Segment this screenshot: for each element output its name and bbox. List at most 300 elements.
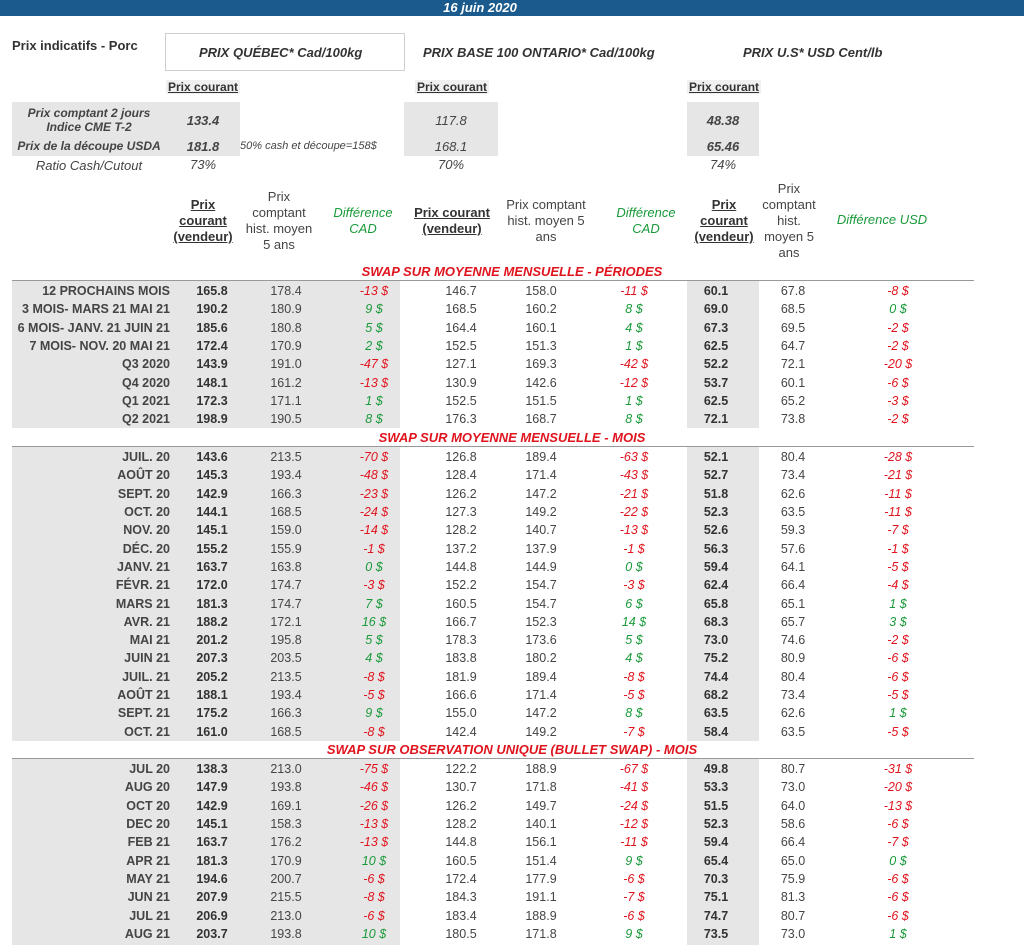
- ontario-current-cell: 160.5: [445, 596, 477, 611]
- quebec-diff-cell: 10 $: [361, 853, 387, 868]
- ontario-current-cell: 164.4: [445, 320, 477, 335]
- us-hist-cell: 60.1: [780, 375, 806, 390]
- ontario-hist-cell: 151.3: [525, 339, 557, 354]
- header-text: hist. moyen 5: [507, 213, 585, 228]
- ontario-diff-cell: -12 $: [619, 375, 649, 390]
- us-diff-cell: -7 $: [887, 523, 909, 538]
- ontario-hist-cell: 160.1: [525, 320, 557, 335]
- ontario-hist-cell: 171.8: [525, 926, 557, 941]
- quebec-current-cell: 163.7: [196, 559, 228, 574]
- quebec-hist-cell: 174.7: [270, 578, 302, 593]
- us-diff-cell: 0 $: [889, 302, 907, 317]
- period-label-cell: JANV. 21: [116, 559, 170, 574]
- header-text: ans: [535, 229, 557, 244]
- period-label-cell: Q1 2021: [122, 393, 170, 408]
- ontario-diff-cell: 8 $: [625, 706, 643, 721]
- period-label-cell: AOÛT 21: [117, 688, 170, 702]
- ontario-hist-cell: 171.4: [525, 688, 557, 702]
- quebec-current-cell: 144.1: [196, 505, 228, 520]
- us-hist-cell: 63.5: [780, 505, 806, 520]
- ontario-current-cell: 130.9: [445, 375, 477, 390]
- us-hist-cell: 64.1: [780, 559, 806, 574]
- ontario-current-cell: 152.5: [445, 339, 477, 354]
- us-current-cell: 63.5: [703, 706, 729, 721]
- header-text: (vendeur): [173, 229, 233, 244]
- cash-index-label: [14, 106, 164, 134]
- period-label-cell: Q4 2020: [122, 375, 170, 390]
- ontario-diff-cell: 8 $: [625, 302, 643, 317]
- ontario-hist-cell: 149.7: [525, 798, 557, 813]
- us-diff-cell: -6 $: [887, 817, 909, 832]
- header-text: Prix: [777, 181, 801, 196]
- table-row: [10, 704, 958, 722]
- ontario-current-cell: 142.4: [445, 724, 477, 739]
- ontario-diff-cell: 1 $: [625, 339, 643, 354]
- ontario-current-cell: 152.2: [445, 578, 477, 593]
- table-row: [10, 760, 958, 778]
- us-current-cell: 51.5: [703, 798, 729, 813]
- ontario-current-cell: 127.1: [445, 357, 477, 372]
- us-diff-cell: -2 $: [887, 339, 909, 354]
- header-text: Prix comptant: [506, 197, 586, 212]
- us-current-cell: 51.8: [703, 486, 729, 501]
- quebec-diff-cell: -6 $: [363, 871, 385, 886]
- ontario-current-cell: 172.4: [445, 871, 477, 886]
- ontario-hist-cell: 137.9: [525, 541, 557, 556]
- ontario-diff-cell: -5 $: [623, 688, 645, 702]
- us-current-cell: 62.5: [703, 393, 729, 408]
- quebec-hist-cell: 193.8: [270, 926, 302, 941]
- us-current-cell: 75.2: [703, 651, 729, 666]
- ontario-current-cell: 137.2: [445, 541, 477, 556]
- ontario-current-cell: 144.8: [445, 559, 477, 574]
- quebec-current-cell: 161.0: [196, 724, 228, 739]
- period-label-cell: DEC 20: [126, 817, 170, 832]
- quebec-current-cell: 143.6: [196, 450, 228, 465]
- ontario-hist-cell: 158.0: [525, 284, 557, 299]
- quebec-diff-cell: -26 $: [359, 798, 389, 813]
- period-label-cell: AUG 21: [124, 926, 170, 941]
- us-current-cell: 72.1: [703, 412, 729, 427]
- header-text: comptant: [762, 197, 816, 212]
- header-text: Prix: [711, 197, 737, 212]
- ontario-current-cell: 144.8: [445, 835, 477, 850]
- quebec-diff-cell: -70 $: [359, 450, 389, 465]
- table-row: [10, 448, 958, 466]
- ontario-diff-cell: 5 $: [625, 633, 643, 648]
- ontario-diff-cell: -11 $: [620, 284, 648, 299]
- header-text: CAD: [349, 221, 377, 236]
- us-current-cell: 73.0: [703, 633, 729, 648]
- cash-index-label-line1: Prix comptant 2 jours: [27, 106, 151, 120]
- us-hist-cell: 63.5: [780, 724, 806, 739]
- us-hist-cell: 73.8: [780, 412, 806, 427]
- quebec-current-cell: 142.9: [196, 798, 228, 813]
- quebec-diff-cell: -13 $: [359, 835, 389, 850]
- quebec-diff-cell: -48 $: [359, 468, 389, 483]
- table-row: [10, 815, 958, 833]
- table-row: [10, 870, 958, 888]
- quebec-current-cell: 207.3: [196, 651, 228, 666]
- us-current-cell: 65.8: [703, 596, 729, 611]
- quebec-current-cell: 147.9: [196, 780, 228, 795]
- ontario-diff-cell: -42 $: [619, 357, 649, 372]
- header-text: Différence: [616, 205, 676, 220]
- quebec-diff-cell: 5 $: [365, 633, 383, 648]
- ontario-hist-cell: 160.2: [525, 302, 557, 317]
- period-label-cell: OCT 20: [126, 798, 170, 813]
- quebec-hist-cell: 193.8: [270, 780, 302, 795]
- table-row: [10, 594, 958, 612]
- ontario-hist-cell: 142.6: [525, 375, 557, 390]
- us-diff-cell: -11 $: [884, 486, 912, 501]
- quebec-hist-cell: 191.0: [270, 357, 302, 372]
- us-diff-cell: -5 $: [887, 559, 909, 574]
- header-text: Différence: [333, 205, 393, 220]
- us-diff-cell: -6 $: [887, 908, 909, 923]
- ontario-current-cell: 168.5: [445, 302, 477, 317]
- ontario-current-cell: 160.5: [445, 853, 477, 868]
- quebec-current-cell: 181.3: [196, 596, 228, 611]
- quebec-diff-cell: 16 $: [361, 614, 387, 629]
- quebec-diff-cell: 9 $: [365, 706, 383, 721]
- ontario-diff-cell: -22 $: [619, 505, 649, 520]
- ontario-current-cell: 122.2: [445, 762, 477, 777]
- us-current-cell: 73.5: [703, 926, 729, 941]
- us-current-cell: 60.1: [703, 284, 729, 299]
- us-ratio-value: 74%: [709, 157, 737, 172]
- quebec-hist-cell: 163.8: [270, 559, 302, 574]
- us-current-cell: 52.6: [703, 523, 729, 538]
- period-label-cell: JUIN 21: [124, 651, 170, 666]
- quebec-current-cell: 172.0: [196, 578, 228, 593]
- us-diff-cell: 1 $: [889, 706, 907, 721]
- header-text: Prix courant: [414, 205, 490, 220]
- ontario-hist-cell: 140.1: [525, 817, 557, 832]
- quebec-hist-cell: 168.5: [270, 724, 302, 739]
- quebec-current-cell: 198.9: [196, 412, 228, 427]
- ontario-hist-cell: 154.7: [525, 578, 557, 593]
- quebec-cash-value: 133.4: [186, 113, 220, 128]
- ontario-current-cell: 152.5: [445, 393, 477, 408]
- quebec-current-cell: 188.1: [196, 688, 228, 702]
- quebec-diff-cell: 1 $: [365, 393, 383, 408]
- ontario-diff-cell: -1 $: [623, 541, 645, 556]
- quebec-hist-cell: 155.9: [270, 541, 302, 556]
- ontario-diff-cell: -67 $: [619, 762, 649, 777]
- quebec-diff-cell: 5 $: [365, 320, 383, 335]
- quebec-diff-cell: -47 $: [359, 357, 389, 372]
- us-current-cell: 68.3: [703, 614, 729, 629]
- us-diff-cell: -6 $: [887, 669, 909, 684]
- quebec-cutout-value: 181.8: [186, 139, 220, 154]
- us-current-cell: 53.7: [703, 375, 729, 390]
- quebec-current-cell: 181.3: [196, 853, 228, 868]
- us-diff-cell: -6 $: [887, 375, 909, 390]
- us-current-cell: 52.2: [703, 357, 729, 372]
- period-label-cell: APR 21: [126, 853, 170, 868]
- quebec-hist-cell: 170.9: [270, 339, 302, 354]
- ontario-diff-cell: -63 $: [619, 450, 649, 465]
- ontario-current-cell: 184.3: [445, 890, 477, 905]
- us-current-cell: 59.4: [703, 559, 729, 574]
- ontario-current-cell: 127.3: [445, 505, 477, 520]
- date-banner: [0, 0, 1024, 16]
- us-hist-cell: 65.0: [780, 853, 806, 868]
- table-row: [10, 300, 958, 318]
- ontario-current-cell: 178.3: [445, 633, 477, 648]
- us-hist-cell: 66.4: [780, 835, 806, 850]
- us-hist-cell: 73.4: [780, 688, 806, 702]
- ontario-diff-cell: -12 $: [619, 817, 649, 832]
- quebec-current-cell: 142.9: [196, 486, 228, 501]
- header-text: hist.: [777, 213, 801, 228]
- us-diff-cell: -2 $: [887, 633, 909, 648]
- table-row: [10, 797, 958, 815]
- us-current-cell: 75.1: [703, 890, 729, 905]
- us-hist-cell: 64.7: [780, 339, 806, 354]
- ontario-diff-cell: 9 $: [625, 926, 643, 941]
- period-label-cell: DÉC. 20: [122, 541, 170, 556]
- ontario-current-cell: 181.9: [445, 669, 477, 684]
- cutout-label: Prix de la découpe USDA: [17, 139, 161, 153]
- quebec-hist-cell: 176.2: [270, 835, 302, 850]
- ontario-hist-cell: 149.2: [525, 724, 557, 739]
- us-column-title: PRIX U.S* USD Cent/lb: [743, 45, 883, 60]
- ontario-hist-cell: 169.3: [525, 357, 557, 372]
- quebec-hist-cell: 193.4: [270, 468, 302, 483]
- us-diff-cell: -13 $: [883, 798, 913, 813]
- period-label-cell: FEB 21: [127, 835, 170, 850]
- us-diff-cell: -4 $: [887, 578, 909, 593]
- quebec-hist-cell: 174.7: [270, 596, 302, 611]
- ontario-diff-cell: -3 $: [623, 578, 645, 593]
- header-text: comptant: [252, 205, 306, 220]
- table-row: [10, 925, 958, 943]
- ontario-diff-cell: -7 $: [623, 724, 645, 739]
- ontario-current-price-header: [408, 205, 496, 237]
- ontario-hist-cell: 147.2: [525, 706, 557, 721]
- ontario-hist-cell: 168.7: [525, 412, 557, 427]
- quebec-diff-cell: -24 $: [359, 505, 389, 520]
- quebec-ratio-value: 73%: [189, 157, 217, 172]
- ontario-diff-cell: 9 $: [625, 853, 643, 868]
- quebec-current-cell: 175.2: [196, 706, 228, 721]
- ontario-current-cell: 176.3: [445, 412, 477, 427]
- quebec-current-cell: 206.9: [196, 908, 228, 923]
- us-hist-cell: 65.2: [780, 393, 806, 408]
- quebec-diff-cell: 7 $: [365, 596, 383, 611]
- us-current-cell: 70.3: [703, 871, 729, 886]
- table-row: [10, 851, 958, 869]
- ontario-hist-cell: 188.9: [525, 762, 557, 777]
- quebec-current-cell: 207.9: [196, 890, 228, 905]
- period-label-cell: MAY 21: [126, 871, 170, 886]
- quebec-diff-cell: 0 $: [365, 559, 383, 574]
- header-text: Prix: [267, 189, 291, 204]
- us-hist-cell: 67.8: [780, 284, 806, 299]
- period-label-cell: Q2 2021: [122, 412, 170, 427]
- us-diff-cell: -2 $: [887, 320, 909, 335]
- ontario-current-cell: 128.4: [445, 468, 477, 483]
- us-hist-cell: 64.0: [780, 798, 806, 813]
- quebec-hist-cell: 215.5: [270, 890, 302, 905]
- table-row: [10, 576, 958, 594]
- us-current-cell: 52.3: [703, 505, 729, 520]
- ontario-diff-cell: 4 $: [625, 651, 643, 666]
- period-label-cell: AOÛT 20: [117, 468, 170, 483]
- ontario-hist-cell: 189.4: [525, 450, 557, 465]
- quebec-hist-cell: 200.7: [270, 871, 302, 886]
- ontario-diff-cell: -13 $: [619, 523, 649, 538]
- us-hist-cell: 74.6: [780, 633, 806, 648]
- us-diff-cell: -3 $: [887, 393, 909, 408]
- section-title-bullet: SWAP SUR OBSERVATION UNIQUE (BULLET SWAP) - MOIS: [326, 742, 698, 757]
- ontario-current-cell: 166.7: [445, 614, 477, 629]
- table-row: [10, 485, 958, 503]
- ontario-hist-header: [498, 197, 594, 245]
- quebec-prix-courant-label: Prix courant: [168, 80, 239, 94]
- us-current-cell: 74.4: [703, 669, 729, 684]
- us-current-cell: 53.3: [703, 780, 729, 795]
- quebec-hist-cell: 180.8: [270, 320, 302, 335]
- ontario-hist-cell: 189.4: [525, 669, 557, 684]
- quebec-diff-header: [318, 205, 408, 237]
- us-hist-cell: 73.0: [780, 926, 806, 941]
- period-label-cell: NOV. 20: [123, 523, 170, 538]
- period-label-cell: JUL 21: [129, 908, 170, 923]
- us-current-cell: 52.3: [703, 817, 729, 832]
- period-label-cell: AVR. 21: [123, 614, 170, 629]
- ontario-current-cell: 183.8: [445, 651, 477, 666]
- header-text: ans: [778, 245, 800, 260]
- us-current-cell: 67.3: [703, 320, 729, 335]
- ontario-diff-cell: -43 $: [619, 468, 649, 483]
- section-title-mois: SWAP SUR MOYENNE MENSUELLE - MOIS: [378, 430, 646, 445]
- us-hist-cell: 62.6: [780, 706, 806, 721]
- period-label-cell: 6 MOIS- JANV. 21 JUIN 21: [17, 320, 170, 335]
- period-label-cell: Q3 2020: [122, 357, 170, 372]
- quebec-column-title: PRIX QUÉBEC* Cad/100kg: [199, 45, 363, 60]
- quebec-current-cell: 205.2: [196, 669, 228, 684]
- period-label-cell: JUL 20: [129, 762, 170, 777]
- table-row: [10, 906, 958, 924]
- us-diff-cell: -5 $: [887, 724, 909, 739]
- table-row: [10, 410, 958, 428]
- quebec-hist-header: [240, 189, 318, 253]
- table-row: [10, 319, 958, 337]
- us-diff-cell: -21 $: [883, 468, 913, 483]
- quebec-diff-cell: 2 $: [365, 339, 383, 354]
- ontario-current-cell: 128.2: [445, 523, 477, 538]
- quebec-current-cell: 148.1: [196, 375, 228, 390]
- ontario-hist-cell: 144.9: [525, 559, 557, 574]
- ontario-hist-cell: 149.2: [525, 505, 557, 520]
- quebec-hist-cell: 180.9: [270, 302, 302, 317]
- us-hist-cell: 72.1: [780, 357, 806, 372]
- quebec-hist-cell: 178.4: [270, 284, 302, 299]
- ontario-diff-header: [596, 205, 696, 237]
- us-diff-cell: -1 $: [887, 541, 909, 556]
- ontario-hist-cell: 140.7: [525, 523, 557, 538]
- ontario-hist-cell: 152.3: [525, 614, 557, 629]
- quebec-diff-cell: 4 $: [365, 651, 383, 666]
- quebec-current-price-header: [170, 197, 236, 245]
- us-current-cell: 56.3: [703, 541, 729, 556]
- quebec-current-cell: 201.2: [196, 633, 228, 648]
- quebec-hist-cell: 193.4: [270, 688, 302, 702]
- us-diff-cell: -2 $: [887, 412, 909, 427]
- table-row: [10, 355, 958, 373]
- us-current-cell: 68.2: [703, 688, 729, 702]
- table-row: [10, 668, 958, 686]
- header-text: courant: [700, 213, 748, 228]
- us-current-cell: 74.7: [703, 908, 729, 923]
- table-row: [10, 778, 958, 796]
- quebec-diff-cell: -13 $: [359, 817, 389, 832]
- table-row: [10, 558, 958, 576]
- us-current-cell: 62.5: [703, 339, 729, 354]
- quebec-hist-cell: 169.1: [270, 798, 302, 813]
- us-diff-cell: -11 $: [884, 505, 912, 520]
- quebec-diff-cell: -6 $: [363, 908, 385, 923]
- ontario-diff-cell: -11 $: [620, 835, 648, 850]
- quebec-hist-cell: 161.2: [270, 375, 302, 390]
- us-hist-cell: 59.3: [780, 523, 806, 538]
- ontario-current-cell: 126.8: [445, 450, 477, 465]
- us-hist-cell: 69.5: [780, 320, 806, 335]
- period-label-cell: 7 MOIS- NOV. 20 MAI 21: [29, 339, 170, 354]
- quebec-current-cell: 143.9: [196, 357, 228, 372]
- quebec-current-cell: 188.2: [196, 614, 228, 629]
- us-hist-cell: 80.9: [780, 651, 806, 666]
- ontario-diff-cell: 6 $: [625, 596, 643, 611]
- us-diff-cell: -8 $: [887, 284, 909, 299]
- us-current-cell: 52.7: [703, 468, 729, 483]
- ontario-hist-cell: 191.1: [525, 890, 557, 905]
- us-hist-cell: 65.1: [780, 596, 806, 611]
- quebec-diff-cell: -8 $: [363, 890, 385, 905]
- ontario-hist-cell: 156.1: [525, 835, 557, 850]
- us-diff-cell: 0 $: [889, 853, 907, 868]
- quebec-hist-cell: 172.1: [270, 614, 302, 629]
- cash-index-label-line2: Indice CME T-2: [46, 120, 132, 134]
- ontario-diff-cell: 14 $: [621, 614, 647, 629]
- period-label-cell: SEPT. 21: [117, 706, 170, 721]
- quebec-current-cell: 145.1: [196, 523, 228, 538]
- quebec-hist-cell: 213.5: [270, 450, 302, 465]
- us-hist-cell: 66.4: [780, 578, 806, 593]
- ontario-cutout-value: 168.1: [434, 139, 468, 154]
- quebec-diff-cell: -23 $: [359, 486, 389, 501]
- quebec-hist-cell: 166.3: [270, 706, 302, 721]
- ontario-cash-value: 117.8: [435, 113, 467, 128]
- us-diff-cell: -28 $: [883, 450, 913, 465]
- table-row: [10, 539, 958, 557]
- us-diff-cell: -20 $: [883, 357, 913, 372]
- date-label: 16 juin 2020: [443, 0, 517, 15]
- cash-cutout-note: 50% cash et découpe=158$: [240, 140, 377, 152]
- ontario-current-cell: 146.7: [445, 284, 477, 299]
- header-text: Prix: [190, 197, 216, 212]
- period-label-cell: AUG 20: [124, 780, 170, 795]
- quebec-hist-cell: 170.9: [270, 853, 302, 868]
- us-hist-cell: 57.6: [780, 541, 806, 556]
- quebec-current-cell: 172.4: [196, 339, 228, 354]
- ontario-diff-cell: -24 $: [619, 798, 649, 813]
- ontario-hist-cell: 188.9: [525, 908, 557, 923]
- us-hist-cell: 68.5: [780, 302, 806, 317]
